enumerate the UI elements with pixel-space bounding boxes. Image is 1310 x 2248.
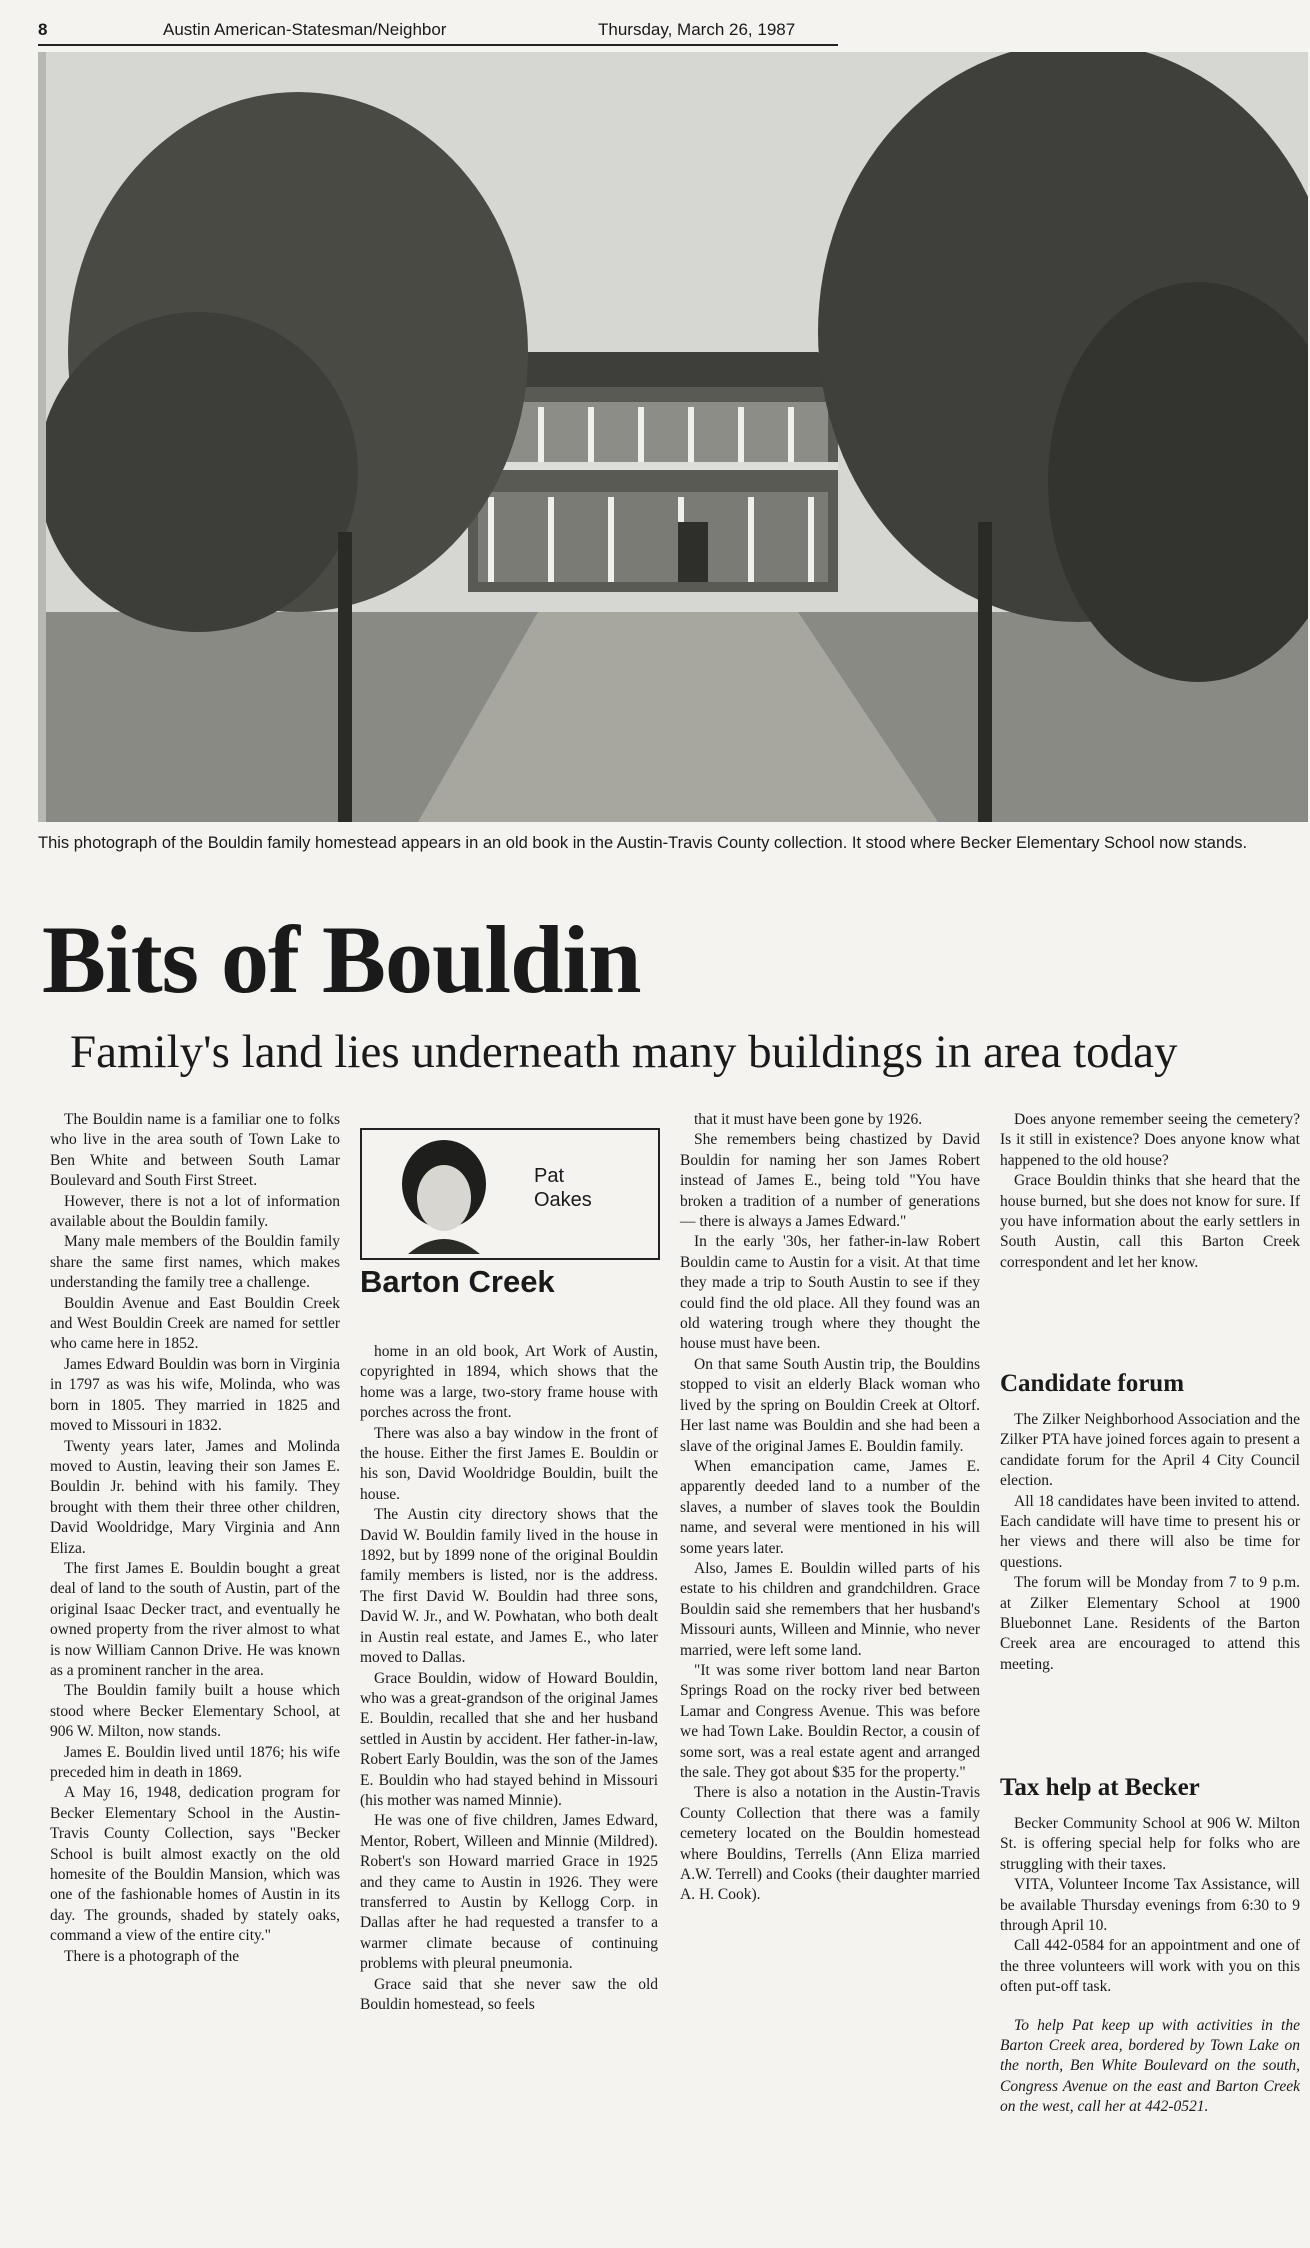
paragraph: Grace Bouldin thinks that she heard that the house burned, but she does not know for sure. If you have information about the early settlers in South Austin, call this Barton Creek correspondent and let her know. <box>1000 1172 1300 1271</box>
paragraph: Grace said that she never saw the old Bouldin homestead, so feels <box>360 1975 658 2013</box>
tax-help-text <box>1000 1814 1300 2118</box>
author-first-name: Pat <box>534 1165 565 1187</box>
contact-tagline: To help Pat keep up with activities in the Barton Creek area, bordered by Town Lake on the north, Ben White Boulevard on the south, Congress Avenue on the east and Barton Creek on the west, call her at 442-0521. <box>1000 2016 1300 2116</box>
paragraph: In the early '30s, her father-in-law Robert Bouldin came to Austin for a visit. At that time they made a trip to South Austin to see if they could find the old place. All they found was an old watering trough where they thought the house must have been. <box>680 1233 980 1353</box>
issue-date: Thursday, March 26, 1987 <box>598 20 796 39</box>
byline-box <box>360 1128 660 1260</box>
tax-help-heading: Tax help at Becker <box>1000 1774 1200 1801</box>
paragraph: The Zilker Neighborhood Association and the Zilker PTA have joined forces again to present a candidate forum for the April 4 City Council election. <box>1000 1411 1300 1490</box>
headline: Bits of Bouldin <box>42 906 641 1013</box>
paragraph: home in an old book, Art Work of Austin, copyrighted in 1894, which shows that the home was a large, two-story frame house with porches across the front. <box>360 1343 658 1422</box>
paragraph: There was also a bay window in the front of the house. Either the first James E. Bouldin or his son, David Wooldridge Bouldin, built the house. <box>360 1424 658 1503</box>
paragraph: The Austin city directory shows that the David W. Bouldin family lived in the house in 1892, but by 1899 none of the original Bouldin family members is listed, nor is the address. The first David W. Bouldin had three sons, David W. Jr., and W. Powhatan, who both dealt in Austin real estate, and James E., who later moved to Dallas. <box>360 1506 658 1667</box>
paragraph: All 18 candidates have been invited to attend. Each candidate will have time to present his or her views and there will also be time for questions. <box>1000 1492 1300 1571</box>
paragraph: Call 442-0584 for an appointment and one of the three volunteers will work with you on this often put-off task. <box>1000 1937 1300 1996</box>
paragraph: Also, James E. Bouldin willed parts of his estate to his children and grandchildren. Grace Bouldin said she remembers that her husband's Missouri aunts, Willeen and Minnie, who never married, were left some land. <box>680 1559 980 1659</box>
author-name <box>534 1164 592 1212</box>
paragraph: However, there is not a lot of information available about the Bouldin family. <box>50 1192 340 1231</box>
publication-name: Austin American-Statesman/Neighbor <box>163 20 447 39</box>
paragraph: The first James E. Bouldin bought a great deal of land to the south of Austin, part of the original Isaac Decker tract, and eventually he owned property from the river almost to what is now William Cannon Drive. He was known as a prominent rancher in the area. <box>50 1559 340 1679</box>
article-column-2 <box>360 1342 658 2015</box>
paragraph: Twenty years later, James and Molinda moved to Austin, leaving their son James E. Bouldin Jr. behind with his family. They brought with them their three other children, David Wooldridge, Mary Virginia and Ann Eliza. <box>50 1437 340 1557</box>
photo-caption: This photograph of the Bouldin family homestead appears in an old book in the Austin-Travis County collection. It stood where Becker Elementary School now stands. <box>38 834 1248 852</box>
author-last-name: Oakes <box>534 1189 592 1211</box>
paragraph: The forum will be Monday from 7 to 9 p.m. at Zilker Elementary School at 1900 Bluebonnet Lane. Residents of the Barton Creek area are encouraged to attend this meeting. <box>1000 1574 1300 1673</box>
paragraph: that it must have been gone by 1926. <box>694 1111 923 1128</box>
paragraph: She remembers being chastized by David Bouldin for naming her son James Robert instead of James E., being told "You have broken a tradition of a number of generations — there is always a James Edward." <box>680 1131 980 1231</box>
candidate-forum-text <box>1000 1410 1300 1675</box>
paragraph: He was one of five children, James Edward, Mentor, Robert, Willeen and Minnie (Mildred). Robert's son Howard married Grace in 1925 and they came to Austin in 1926. They were transferred to Austin by Kellogg Corp. in Dallas after he had requested a transfer to a warmer climate because of continuing problems with pleural pneumonia. <box>360 1812 658 1973</box>
paragraph: The Bouldin family built a house which stood where Becker Elementary School, at 906 W. Milton, now stands. <box>50 1682 340 1741</box>
article-column-3 <box>680 1110 980 1906</box>
paragraph: The Bouldin name is a familiar one to folks who live in the area south of Town Lake to Ben White and between South Lamar Boulevard and South First Street. <box>50 1111 340 1190</box>
paragraph: Grace Bouldin, widow of Howard Bouldin, who was a great-grandson of the original James E. Bouldin, recalled that she and her husband settled in Austin by accident. Her father-in-law, Robert Early Bouldin, was the son of the James E. Bouldin who had stayed behind in Missouri (his mother was named Minnie). <box>360 1669 658 1809</box>
paragraph: There is also a notation in the Austin-Travis County Collection that there was a family cemetery located on the Bouldin homestead where Bouldins, Terrells (Ann Eliza married A.W. Terrell) and Cooks (their daughter married A. H. Cook). <box>680 1784 980 1904</box>
article-column-1 <box>50 1110 340 1967</box>
article-column-4 <box>1000 1110 1300 1273</box>
paragraph: There is a photograph of the <box>64 1947 240 1965</box>
homestead-illustration <box>38 52 1308 822</box>
paragraph: Many male members of the Bouldin family share the same first names, which makes understanding the family tree a challenge. <box>50 1233 340 1292</box>
paragraph: VITA, Volunteer Income Tax Assistance, will be available Thursday evenings from 6:30 to 9 through April 10. <box>1000 1876 1300 1935</box>
column-name: Barton Creek <box>360 1264 555 1299</box>
paragraph: Becker Community School at 906 W. Milton St. is offering special help for folks who are struggling with their taxes. <box>1000 1815 1300 1873</box>
paragraph: "It was some river bottom land near Barton Springs Road on the rocky river bed between Lamar and Congress Avenue. This was before we had Town Lake. Bouldin Rector, a cousin of some sort, was a real estate agent and arranged the sale. They got about $35 for the property." <box>680 1661 980 1781</box>
paragraph: When emancipation came, James E. apparently deeded land to a number of the slaves, a number of slaves took the Bouldin name, and several were mentioned in his will some years later. <box>680 1457 980 1557</box>
candidate-forum-heading: Candidate forum <box>1000 1370 1185 1397</box>
homestead-photo <box>38 52 1308 822</box>
paragraph: Does anyone remember seeing the cemetery? Is it still in existence? Does anyone know what happened to the old house? <box>1000 1111 1300 1169</box>
paragraph: James E. Bouldin lived until 1876; his wife preceded him in death in 1869. <box>50 1743 340 1781</box>
paragraph: Bouldin Avenue and East Bouldin Creek and West Bouldin Creek are named for settler who came here in 1852. <box>50 1294 340 1353</box>
subheadline: Family's land lies underneath many buildings in area today <box>70 1026 1178 1078</box>
paragraph: A May 16, 1948, dedication program for Becker Elementary School in the Austin-Travis County Collection, says "Becker School is built almost exactly on the old homesite of the Bouldin Mansion, which was one of the fashionable homes of Austin in its day. The grounds, shaded by stately oaks, command a view of the entire city." <box>50 1784 340 1945</box>
author-portrait <box>384 1136 504 1254</box>
page-number: 8 <box>38 20 48 39</box>
page-header <box>38 14 838 46</box>
paragraph: James Edward Bouldin was born in Virginia in 1797 as was his wife, Molinda, who was born in 1805. They married in 1825 and moved to Missouri in 1832. <box>50 1355 340 1435</box>
paragraph: On that same South Austin trip, the Bouldins stopped to visit an elderly Black woman who lived by the spring on Bouldin Creek at Oltorf. Her last name was Bouldin and she had been a slave of the original James E. Bouldin family. <box>680 1355 980 1455</box>
